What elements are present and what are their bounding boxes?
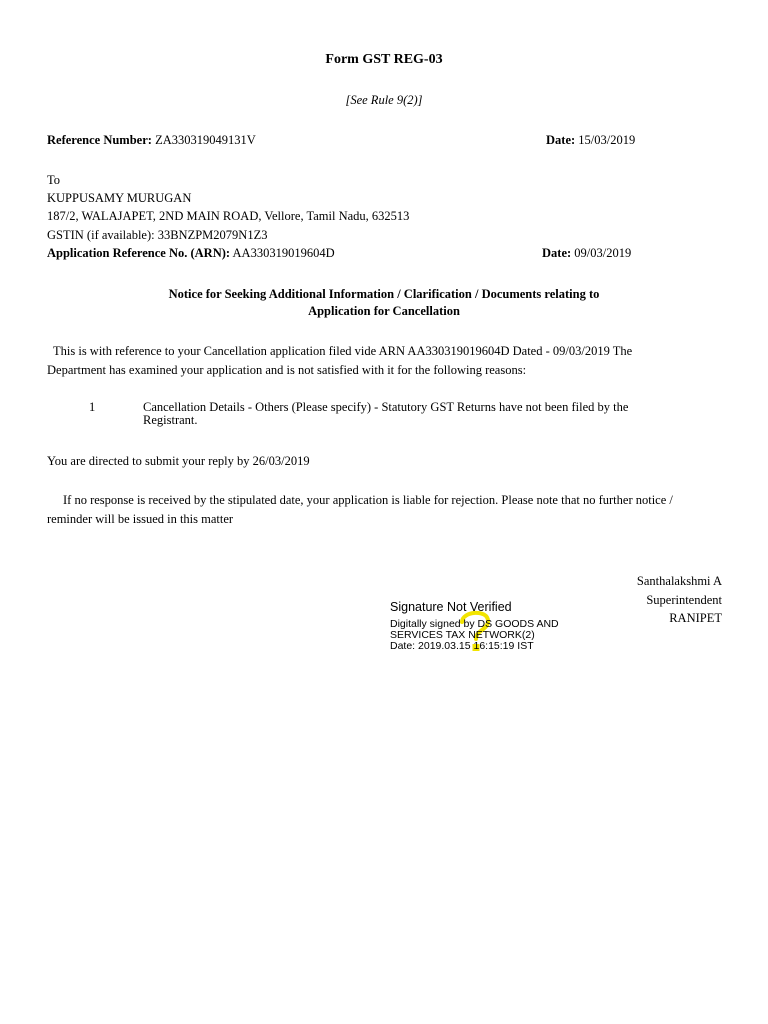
officer-designation: Superintendent [646, 593, 722, 607]
reason-text-line2: Registrant. [143, 413, 198, 427]
issue-date [546, 133, 635, 147]
application-date-value: 09/03/2019 [574, 246, 632, 260]
reply-deadline: You are directed to submit your reply by 26/03/2019 [47, 454, 310, 468]
reference-paragraph-line2: Department has examined your application and is not satisfied with it for the following reasons: [47, 363, 527, 377]
reference-paragraph-line1: This is with reference to your Cancellation application filed vide ARN AA330319019604D Dated - 09/03/2019 The [53, 344, 633, 358]
notice-title-line2: Application for Cancellation [308, 304, 460, 318]
to-label: To [47, 173, 61, 187]
reference-number [47, 133, 256, 147]
addressee-name: KUPPUSAMY MURUGAN [47, 191, 192, 205]
arn-label: Application Reference No. (ARN): [47, 246, 231, 260]
signature-status: Signature Not Verified [390, 600, 512, 614]
application-reference [47, 246, 335, 260]
officer-place: RANIPET [669, 611, 722, 625]
signature-signed-by: Digitally signed by DS GOODS AND [390, 618, 559, 630]
signature-date: Date: 2019.03.15 16:15:19 IST [390, 640, 534, 652]
rejection-paragraph-line2: reminder will be issued in this matter [47, 512, 234, 526]
reference-paragraph [47, 342, 687, 380]
rejection-paragraph-line1: If no response is received by the stipulated date, your application is liable for rejection. Please note that no further notice / [63, 493, 673, 507]
rejection-paragraph [47, 491, 687, 529]
application-date [542, 246, 631, 260]
digital-signature-block [388, 596, 588, 658]
notice-title-line1: Notice for Seeking Additional Information / Clarification / Documents relating to [168, 287, 600, 301]
signature-authority: SERVICES TAX NETWORK(2) [390, 629, 535, 641]
form-title: Form GST REG-03 [325, 52, 443, 67]
issue-date-label: Date: [546, 133, 576, 147]
reason-text-line1: Cancellation Details - Others (Please specify) - Statutory GST Returns have not been filed by the [143, 400, 629, 414]
application-date-label: Date: [542, 246, 572, 260]
arn-value: AA330319019604D [232, 246, 335, 260]
reference-number-value: ZA330319049131V [155, 133, 256, 147]
reference-number-label: Reference Number: [47, 133, 152, 147]
rule-reference: [See Rule 9(2)] [345, 93, 423, 107]
addressee-address: 187/2, WALAJAPET, 2ND MAIN ROAD, Vellore, Tamil Nadu, 632513 [47, 209, 410, 223]
officer-name: Santhalakshmi A [636, 574, 722, 588]
addressee-gstin: GSTIN (if available): 33BNZPM2079N1Z3 [47, 228, 268, 242]
reason-number: 1 [89, 400, 96, 414]
issue-date-value: 15/03/2019 [578, 133, 636, 147]
